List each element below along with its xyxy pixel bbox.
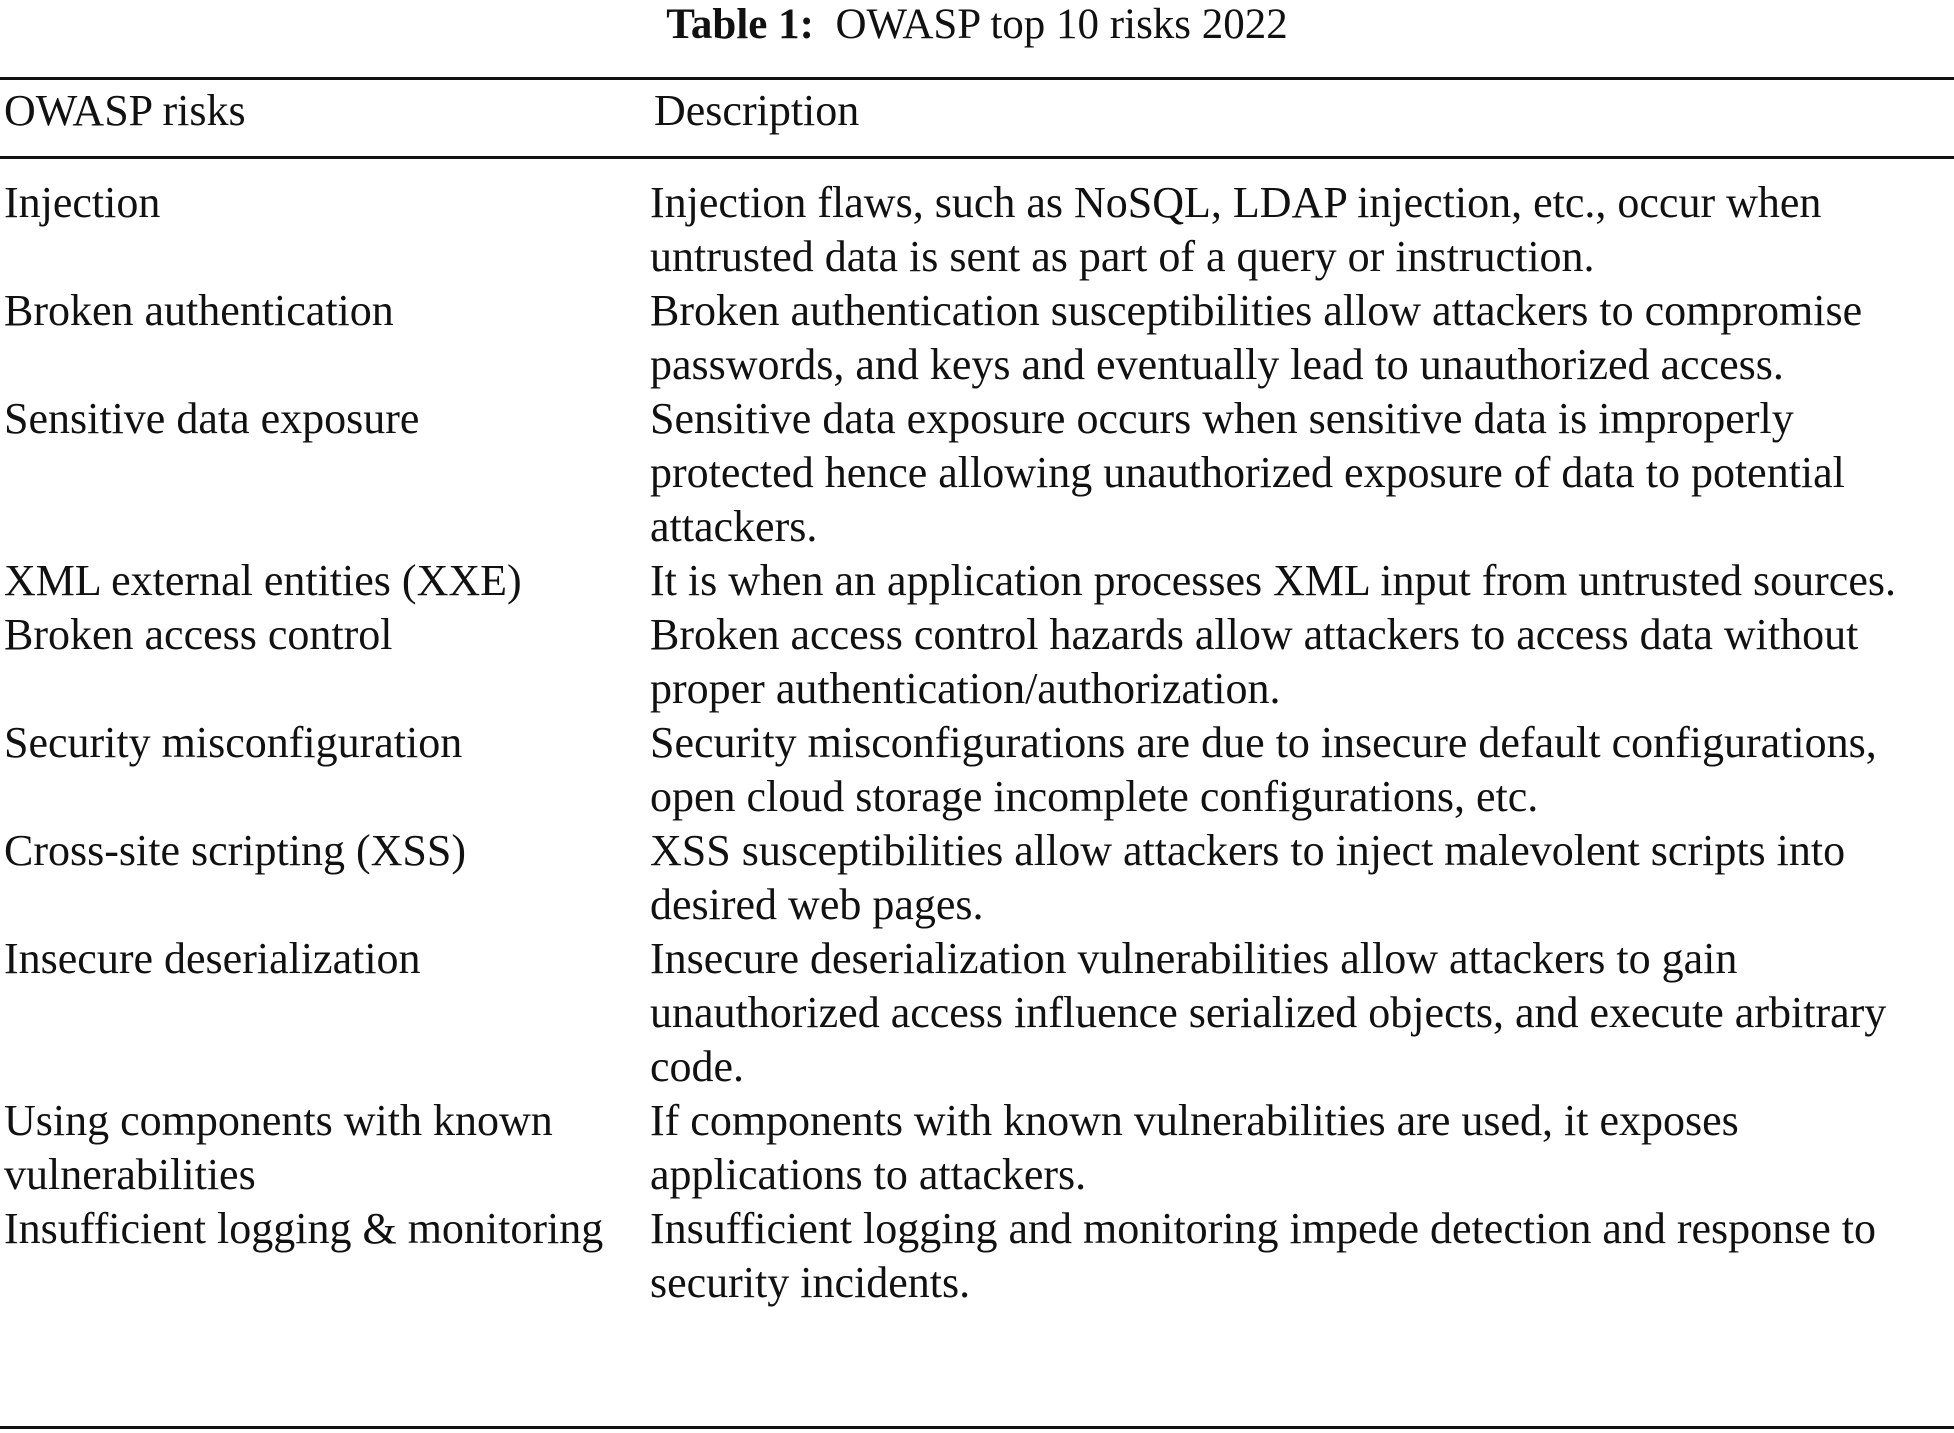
description-cell: Broken authentication susceptibilities allow attackers to compromise passwords, and keys and eventually lead to unauthorized access. [650, 286, 1863, 389]
table-header-rule [0, 156, 1954, 159]
table-caption-label: Table 1: [666, 1, 814, 48]
table-row [0, 284, 1954, 392]
table-header-row [0, 84, 1954, 150]
risk-cell: Using components with known vulnerabilities [4, 1096, 553, 1199]
header-description: Description [654, 86, 860, 135]
risk-cell: Security misconfiguration [4, 718, 463, 767]
risk-cell: Insufficient logging & monitoring [4, 1204, 604, 1253]
table-caption-title: OWASP top 10 risks 2022 [835, 1, 1288, 48]
risk-cell: Insecure deserialization [4, 934, 421, 983]
table-row [0, 1202, 1954, 1310]
description-cell: Injection flaws, such as NoSQL, LDAP injection, etc., occur when untrusted data is sent as part of a query or instruction. [650, 178, 1822, 281]
table-body [0, 176, 1954, 1310]
description-cell: It is when an application processes XML input from untrusted sources. [650, 556, 1896, 605]
table-row [0, 1094, 1954, 1202]
risk-cell: Broken access control [4, 610, 393, 659]
table-row [0, 824, 1954, 932]
description-cell: Security misconfigurations are due to insecure default configurations, open cloud storage incomplete configurations, etc. [650, 718, 1877, 821]
risk-cell: Cross-site scripting (XSS) [4, 826, 466, 875]
risk-cell: XML external entities (XXE) [4, 556, 522, 605]
table-row [0, 932, 1954, 1094]
description-cell: Insecure deserialization vulnerabilities allow attackers to gain unauthorized access influence serialized objects, and execute arbitrary code. [650, 934, 1887, 1091]
table-row [0, 176, 1954, 284]
risk-cell: Broken authentication [4, 286, 394, 335]
table-caption [0, 0, 1954, 50]
table-row [0, 716, 1954, 824]
table-top-rule [0, 77, 1954, 80]
header-owasp-risks: OWASP risks [4, 86, 246, 135]
table-row [0, 392, 1954, 554]
description-cell: Insufficient logging and monitoring impede detection and response to security incidents. [650, 1204, 1877, 1307]
description-cell: XSS susceptibilities allow attackers to inject malevolent scripts into desired web pages. [650, 826, 1846, 929]
table-row [0, 554, 1954, 608]
description-cell: Sensitive data exposure occurs when sensitive data is improperly protected hence allowing unauthorized exposure of data to potential attackers. [650, 394, 1845, 551]
table-row [0, 608, 1954, 716]
table-bottom-rule [0, 1426, 1954, 1429]
risk-cell: Sensitive data exposure [4, 394, 420, 443]
risk-cell: Injection [4, 178, 161, 227]
description-cell: Broken access control hazards allow attackers to access data without proper authentication/authorization. [650, 610, 1859, 713]
description-cell: If components with known vulnerabilities are used, it exposes applications to attackers. [650, 1096, 1739, 1199]
